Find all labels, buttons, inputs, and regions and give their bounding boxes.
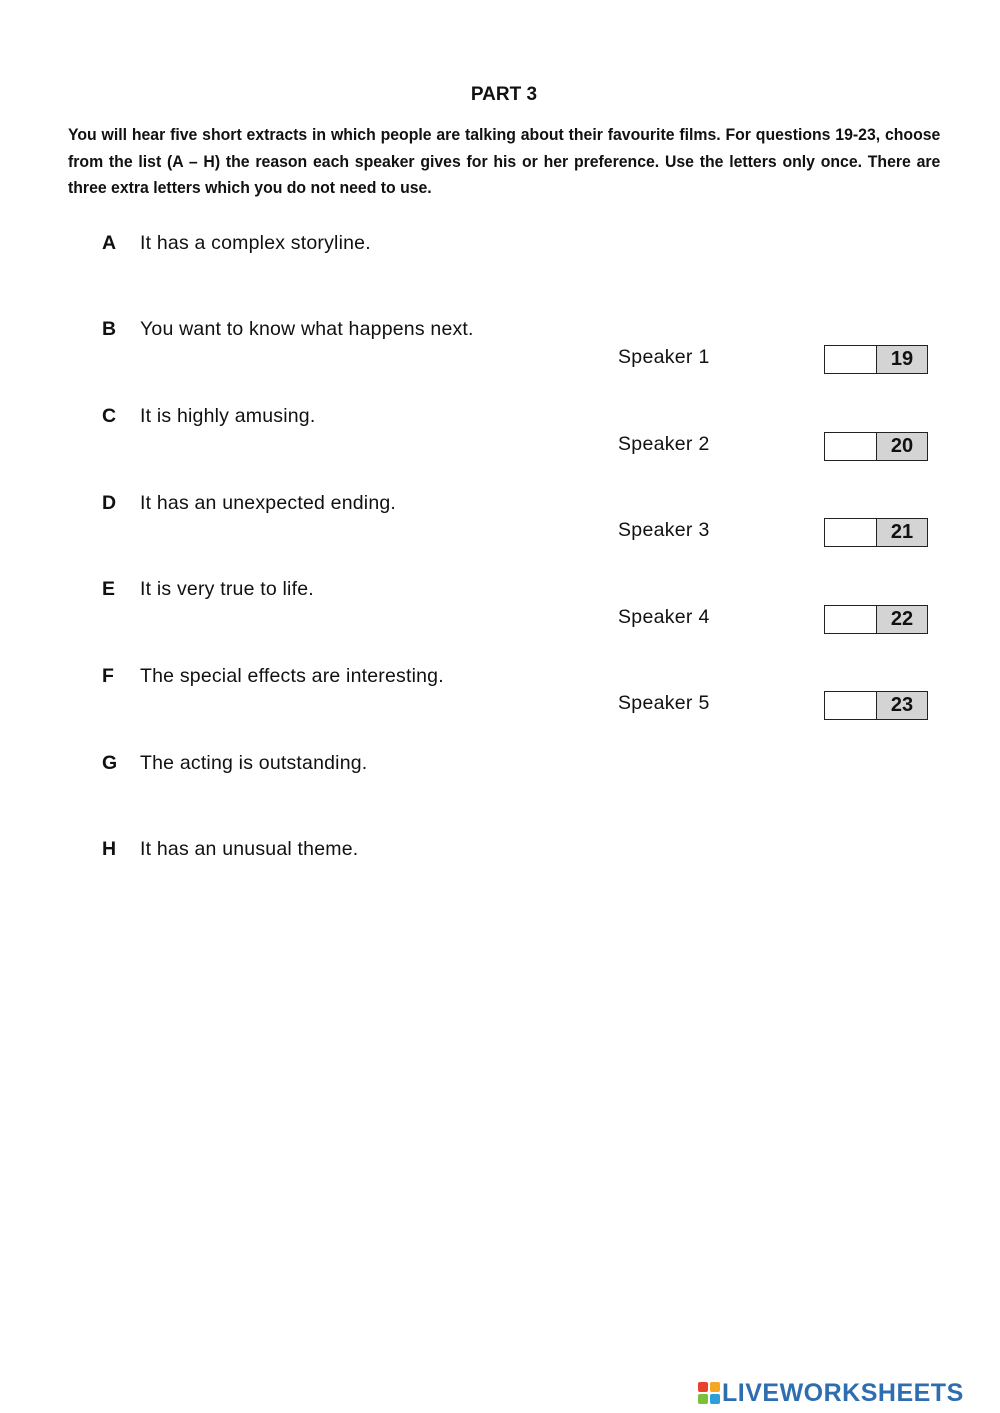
speaker-4-label: Speaker 4 — [618, 606, 710, 628]
speaker-3-label: Speaker 3 — [618, 519, 710, 541]
option-text: It has an unexpected ending. — [140, 492, 397, 514]
answer-box-22 — [824, 605, 928, 634]
option-letter: A — [102, 232, 117, 254]
question-number: 21 — [877, 519, 927, 546]
option-h — [102, 838, 358, 861]
answer-box-21 — [824, 518, 928, 547]
option-letter: D — [102, 492, 117, 514]
option-letter: B — [102, 318, 117, 340]
answer-input-19[interactable] — [825, 346, 877, 373]
speaker-1-label: Speaker 1 — [618, 346, 710, 368]
option-letter: C — [102, 405, 117, 427]
question-number: 23 — [877, 692, 927, 719]
option-text: It has a complex storyline. — [140, 232, 371, 254]
option-text: It is very true to life. — [140, 578, 314, 600]
option-c — [102, 405, 315, 428]
option-letter: G — [102, 752, 118, 774]
answer-box-20 — [824, 432, 928, 461]
option-text: The acting is outstanding. — [140, 752, 368, 774]
answer-box-19 — [824, 345, 928, 374]
answer-input-23[interactable] — [825, 692, 877, 719]
question-number: 22 — [877, 606, 927, 633]
option-text: It is highly amusing. — [140, 405, 316, 427]
logo-text: LIVEWORKSHEETS — [722, 1378, 964, 1407]
option-e — [102, 578, 314, 601]
option-letter: H — [102, 838, 117, 860]
option-text: It has an unusual theme. — [140, 838, 359, 860]
instructions: You will hear five short extracts in which people are talking about their favourite films. For questions 19-23, choose from the list (A – H) the reason each speaker gives for his or her preference. Use the letters only once. There are three extra letters which you do not need to use. — [68, 125, 941, 197]
option-d — [102, 492, 396, 515]
option-f — [102, 665, 444, 688]
question-number: 20 — [877, 433, 927, 460]
speaker-5-label: Speaker 5 — [618, 692, 710, 714]
option-b — [102, 318, 474, 341]
liveworksheets-logo — [698, 1380, 964, 1406]
answer-input-22[interactable] — [825, 606, 877, 633]
page-title: PART 3 — [470, 84, 538, 105]
option-letter: E — [102, 578, 116, 600]
answer-input-20[interactable] — [825, 433, 877, 460]
option-letter: F — [102, 665, 115, 687]
speaker-2-label: Speaker 2 — [618, 433, 710, 455]
logo-grid-icon — [698, 1382, 720, 1404]
option-text: The special effects are interesting. — [140, 665, 444, 687]
option-text: You want to know what happens next. — [140, 318, 474, 340]
option-a — [102, 232, 371, 255]
question-number: 19 — [877, 346, 927, 373]
answer-box-23 — [824, 691, 928, 720]
option-g — [102, 752, 367, 775]
answer-input-21[interactable] — [825, 519, 877, 546]
